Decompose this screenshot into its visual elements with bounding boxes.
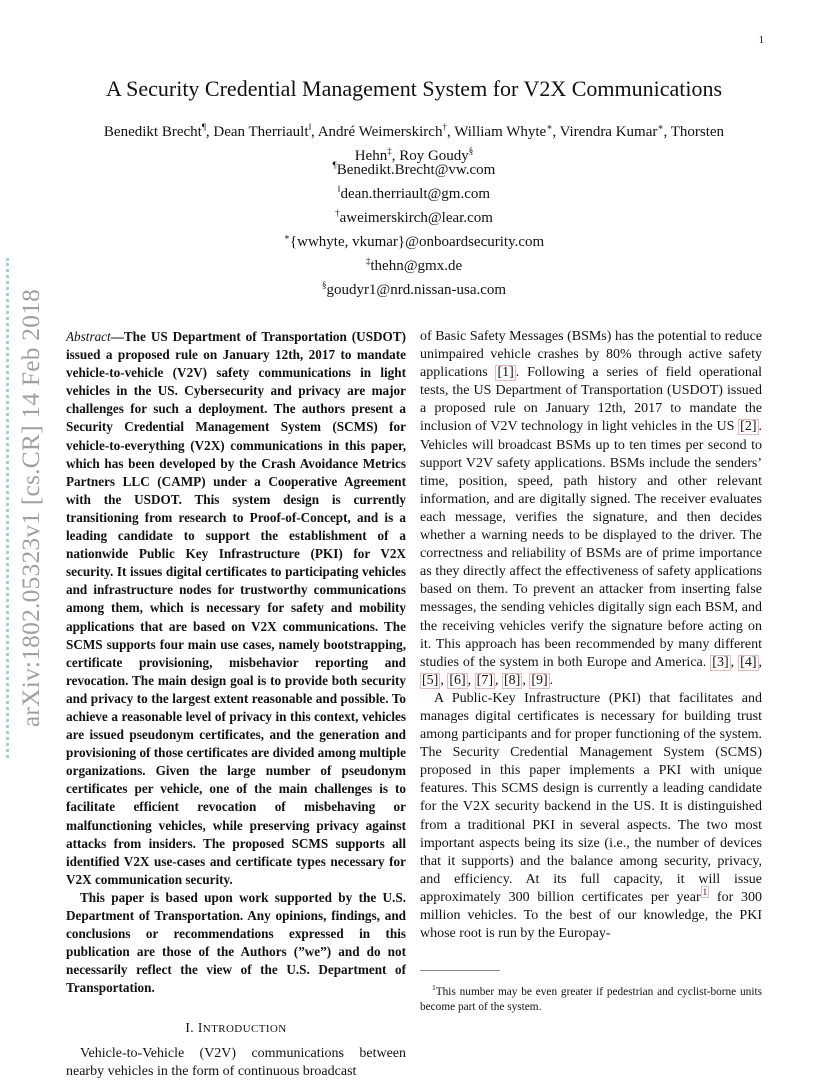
affiliation-mark: ∗ <box>657 122 664 132</box>
affiliation-mark: ∗ <box>283 232 290 242</box>
section-initial: I <box>197 1020 203 1036</box>
citation-link[interactable]: [8] <box>503 672 521 688</box>
author-name: Hehn <box>354 148 388 164</box>
affiliation-mark: ‡ <box>387 146 392 156</box>
arxiv-side-stamp <box>6 258 55 758</box>
email-address: dean.therriault@gm.com <box>340 186 491 202</box>
intro-paragraph: Vehicle-to-Vehicle (V2V) communications between nearby vehicles in the form of continuous broadcast <box>66 1045 406 1079</box>
footnote <box>420 980 762 1015</box>
arxiv-identifier: arXiv:1802.05323v1 [cs.CR] 14 Feb 2018 <box>16 288 45 728</box>
citation-link[interactable]: [6] <box>449 672 466 688</box>
page-number: 1 <box>758 34 764 46</box>
email-address: {wwhyte, vkumar}@onboardsecurity.com <box>289 234 545 250</box>
text-run: of Basic Safety Messages (BSMs) has the potential to reduce unimpaired vehicle crashes by 80% through active safety applications <box>420 329 762 381</box>
footnote-reference-link[interactable]: 1 <box>702 887 708 898</box>
footnote-divider <box>420 970 500 971</box>
author-name: Virendra Kumar <box>559 124 658 140</box>
author-name: Benedikt Brecht <box>103 124 202 140</box>
paper-title: A Security Credential Management System for V2X Communications <box>105 76 723 101</box>
abstract-text: The US Department of Transportation (USDOT) issued a proposed rule on January 12th, 2017 to mandate vehicle-to-vehicle (V2V) safety communications in light vehicles in the US. Cybersecurity and privacy are major challenges for such a deployment. The authors present a Security Credential Management System (SCMS) for vehicle-to-everything (V2X) communications in this paper, which has been developed by the Crash Avoidance Metrics Partners LLC (CAMP) under a Cooperative Agreement with the USDOT. This system design is currently transitioning from research to Proof-of-Concept, and is a leading candidate to support the establishment of a nationwide Public Key Infrastructure (PKI) for V2X security. It issues digital certificates to participating vehicles and infrastructure nodes for trustworthy communications among them, which is necessary for safety and mobility applications that are based on V2X communications. The SCMS supports four main use cases, namely bootstrapping, certificate provisioning, misbehavior reporting and revocation. The main design goal is to provide both security and privacy to the largest extent reasonable and possible. To achieve a reasonable level of privacy in this context, vehicles are issued pseudonym certificates, and the generation and provisioning of those certificates are divided among multiple organizations. Given the large number of pseudonym certificates per vehicle, one of the main challenges is to facilitate efficient revocation of misbehaving or malfunctioning vehicles, while preserving privacy against attacks from insiders. The proposed SCMS supports all identified V2X use-cases and certificate types necessary for V2X communication security. <box>66 329 406 887</box>
email-line <box>0 180 828 204</box>
citation-link[interactable]: [2] <box>740 419 757 435</box>
text-run: for 300 million vehicles. To the best of our knowledge, the PKI whose root is run by the Europay- <box>420 889 763 942</box>
email-address: aweimerskirch@lear.com <box>339 210 493 226</box>
email-line <box>0 228 828 252</box>
affiliation-mark: § <box>468 146 474 156</box>
email-line <box>0 156 828 180</box>
citation-link[interactable]: [1] <box>497 365 514 381</box>
left-column <box>66 328 406 1081</box>
author-line: Hehn‡, Roy Goudy§ <box>354 146 474 164</box>
text-run: . Vehicles will broadcast BSMs up to ten times per second to support V2V safety applications. BSMs include the senders’ time, position, speed, path history and other relevant information, and are digitally signed. The receiver evaluates each message, verifies the signature, and then decides whether a warning needs to be displayed to the driver. The correctness and reliability of BSMs are of prime importance as they directly affect the effectiveness of safety applications based on them. To prevent an attacker from inserting false messages, the sending vehicles digitally sign each BSM, and the receiving vehicles verify the signature before acting on it. This approach has been recommended by many different studies of the system in both Europe and America. <box>420 419 762 670</box>
footnote-text: This number may be even greater if pedestrian and cyclist-borne units become part of the system. <box>420 985 762 1013</box>
abstract-label: Abstract <box>66 329 111 344</box>
author-name: Dean Therriault <box>213 124 309 140</box>
affiliation-mark: ‡ <box>365 256 371 266</box>
text-run: A Public-Key Infrastructure (PKI) that facilitates and manages digital certificates is necessary for building trust among participants and for proper functioning of the system. The Security Credential Management System (SCMS) proposed in this paper implements a PKI with unique features. This SCMS design is currently a leading candidate for the V2X security backend in the US. It is distinguished from a traditional PKI in several aspects. The two most important aspects being its size (i.e., the number of devices that it supports) and the balance among security, privacy, and efficiency. At its full capacity, it will issue approximately 300 billion certificates per year <box>420 690 762 905</box>
email-address: thehn@gmx.de <box>370 258 463 274</box>
email-line <box>0 252 828 276</box>
affiliation-mark: † <box>442 122 447 132</box>
citation-group: [3] , [4] , [5] , [6] , [7] , [8] , [9] <box>422 654 762 688</box>
author-name: Thorsten <box>670 124 725 140</box>
section-title-rest: NTRODUCTION <box>202 1023 287 1036</box>
section-number: I. <box>185 1020 195 1036</box>
affiliation-mark: ∗ <box>546 122 553 132</box>
citation-link[interactable]: [7] <box>476 672 493 688</box>
author-name: Roy Goudy <box>399 148 469 164</box>
author-emails <box>0 156 828 300</box>
text-run: . <box>549 672 554 688</box>
text-run: . Following a series of field operational tests, the US Department of Transportation (USDOT) issued a proposed rule on January 12th, 2017 to mandate the inclusion of V2V technology in light vehicles in the US <box>420 365 762 435</box>
section-heading-introduction <box>66 1019 406 1038</box>
body-paragraph <box>420 328 762 690</box>
email-address: Benedikt.Brecht@vw.com <box>336 162 496 178</box>
author-line: Benedikt Brecht¶, Dean Therriault‖, André Weimerskirch†, William Whyte∗, Virendra Kumar∗, Thorsten <box>103 122 725 140</box>
affiliation-mark: † <box>335 208 340 218</box>
citation-link[interactable]: [5] <box>422 672 439 688</box>
citation-link[interactable]: [9] <box>531 672 548 688</box>
email-address: goudyr1@nrd.nissan-usa.com <box>326 282 507 298</box>
email-line <box>0 276 828 300</box>
affiliation-mark: ¶ <box>201 122 206 132</box>
funding-note: This paper is based upon work supported by the U.S. Department of Transportation. Any opinions, findings, and conclusions or recommendations expressed in this publication are those of the Authors (”we”) and do not necessarily reflect the view of the U.S. Department of Transportation. <box>66 889 406 996</box>
footnote-mark: 1 <box>432 983 436 992</box>
author-name: André Weimerskirch <box>317 124 443 140</box>
affiliation-mark: ¶ <box>332 160 337 170</box>
citation-link[interactable]: [4] <box>740 654 757 670</box>
right-column <box>420 328 762 943</box>
body-paragraph <box>420 690 762 943</box>
affiliation-mark: ‖ <box>308 122 312 132</box>
abstract-dash: — <box>110 329 124 344</box>
affiliation-mark: ‖ <box>337 184 341 194</box>
citation-link[interactable]: [3] <box>712 654 729 670</box>
email-line <box>0 204 828 228</box>
abstract <box>66 328 406 889</box>
author-name: William Whyte <box>454 124 547 140</box>
affiliation-mark: § <box>321 280 327 290</box>
